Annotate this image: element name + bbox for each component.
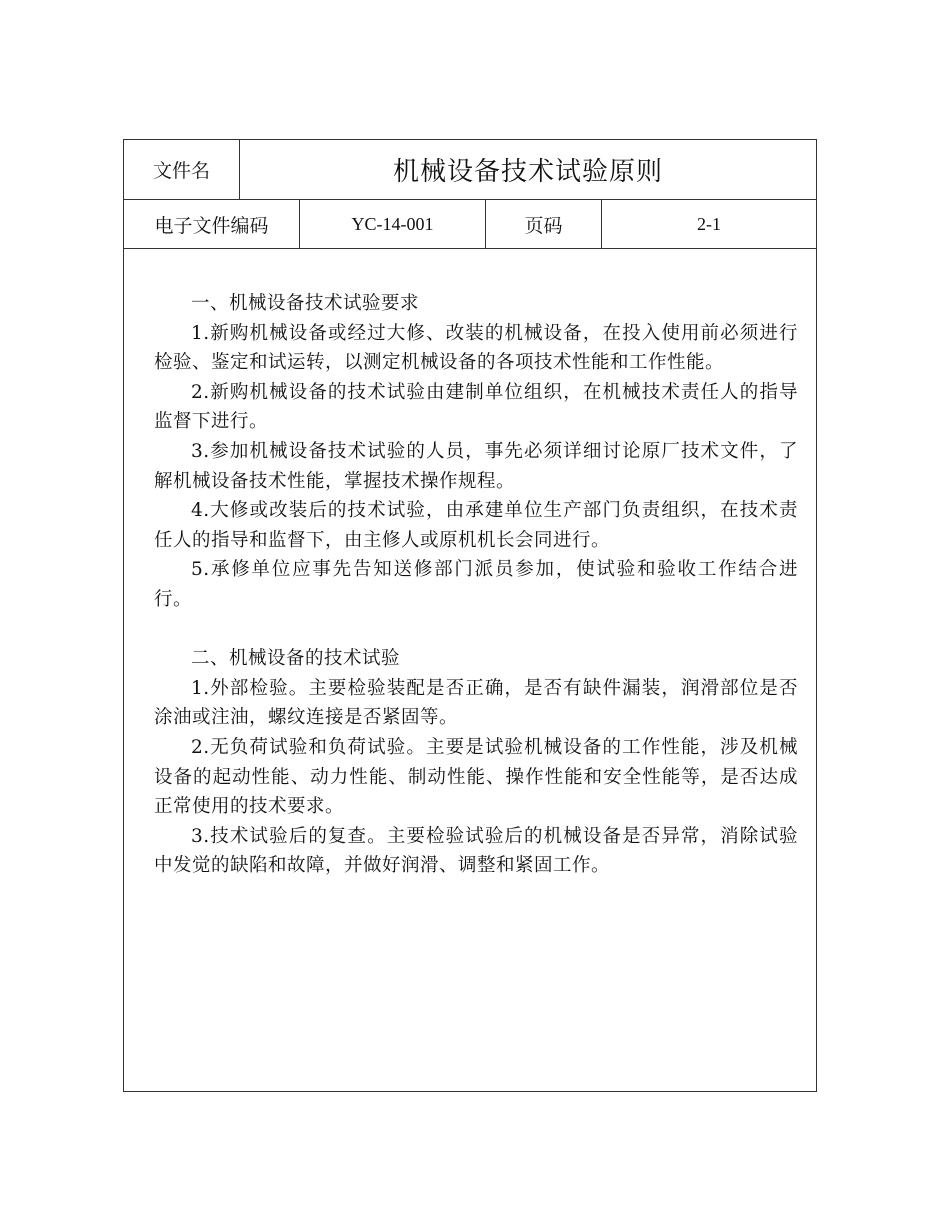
paragraph: 2.新购机械设备的技术试验由建制单位组织，在机械技术责任人的指导监督下进行。 bbox=[154, 381, 798, 433]
section-spacer bbox=[154, 615, 798, 645]
section-heading: 一、机械设备技术试验要求 bbox=[191, 293, 420, 314]
paragraph: 2.无负荷试验和负荷试验。主要是试验机械设备的工作性能，涉及机械设备的起动性能、动力性能、制动性能、操作性能和安全性能等，是否达成正常使用的技术要求。 bbox=[154, 736, 798, 818]
paragraph: 3.参加机械设备技术试验的人员，事先必须详细讨论原厂技术文件，了解机械设备技术性能，掌握技术操作规程。 bbox=[154, 440, 798, 492]
section-heading: 二、机械设备的技术试验 bbox=[191, 648, 401, 670]
header-row-title bbox=[124, 140, 816, 200]
paragraph: 1.外部检验。主要检验装配是否正确，是否有缺件漏装，润滑部位是否涂油或注油，螺纹连接是否紧固等。 bbox=[154, 677, 798, 729]
paragraph: 3.技术试验后的复查。主要检验试验后的机械设备是否异常，消除试验中发觉的缺陷和故障，并做好润滑、调整和紧固工作。 bbox=[154, 825, 798, 877]
code-label: 电子文件编码 bbox=[124, 200, 300, 248]
file-name-label: 文件名 bbox=[124, 140, 240, 199]
document-frame bbox=[123, 139, 817, 1092]
header-row-meta bbox=[124, 200, 816, 249]
code-value: YC-14-001 bbox=[300, 200, 486, 248]
document-title: 机械设备技术试验原则 bbox=[392, 157, 663, 187]
paragraph: 4.大修或改装后的技术试验，由承建单位生产部门负责组织，在技术责任人的指导和监督下，由主修人或原机机长会同进行。 bbox=[154, 500, 798, 551]
page-label: 页码 bbox=[486, 200, 602, 248]
paragraph: 1.新购机械设备或经过大修、改装的机械设备，在投入使用前必须进行检验、鉴定和试运转，以测定机械设备的各项技术性能和工作性能。 bbox=[154, 322, 798, 374]
paragraph: 5.承修单位应事先告知送修部门派员参加，使试验和验收工作结合进行。 bbox=[154, 559, 798, 610]
document-body bbox=[154, 289, 798, 881]
page-value: 2-1 bbox=[697, 213, 721, 234]
